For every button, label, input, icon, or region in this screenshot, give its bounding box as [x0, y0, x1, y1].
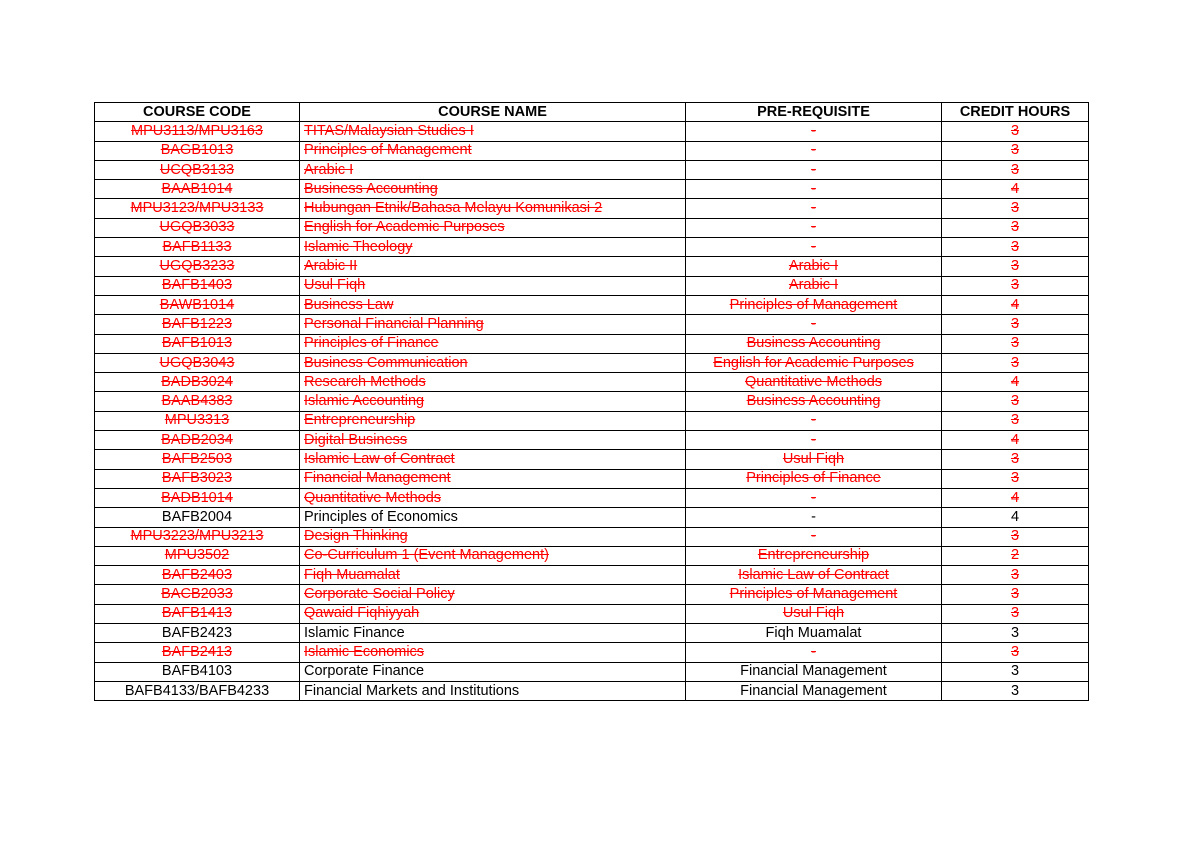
course-code-cell: BAFB1133 [95, 238, 300, 257]
credit-hours-cell: 3 [942, 353, 1089, 372]
credit-hours-cell: 3 [942, 566, 1089, 585]
course-code-cell: BAFB1413 [95, 604, 300, 623]
course-code-cell: BAFB2423 [95, 624, 300, 643]
course-name-cell: Fiqh Muamalat [300, 566, 686, 585]
prerequisite-cell: - [686, 238, 942, 257]
course-name-cell: Quantitative Methods [300, 488, 686, 507]
prerequisite-cell: Usul Fiqh [686, 604, 942, 623]
course-code-cell: BAFB2004 [95, 508, 300, 527]
course-code-cell: UGQB3033 [95, 218, 300, 237]
course-code-cell: BADB2034 [95, 431, 300, 450]
prerequisite-cell: Islamic Law of Contract [686, 566, 942, 585]
credit-hours-cell: 3 [942, 141, 1089, 160]
course-code-cell: MPU3113/MPU3163 [95, 122, 300, 141]
course-code-cell: BAFB2403 [95, 566, 300, 585]
prerequisite-cell: Principles of Management [686, 585, 942, 604]
prerequisite-cell: - [686, 218, 942, 237]
prerequisite-cell: Business Accounting [686, 392, 942, 411]
course-name-cell: Business Accounting [300, 180, 686, 199]
table-row [95, 238, 1089, 257]
prerequisite-cell: - [686, 643, 942, 662]
course-name-cell: Islamic Economics [300, 643, 686, 662]
course-code-cell: BAFB4103 [95, 662, 300, 681]
table-row [95, 643, 1089, 662]
credit-hours-cell: 3 [942, 218, 1089, 237]
course-code-cell: UGQB3233 [95, 257, 300, 276]
prerequisite-cell: Business Accounting [686, 334, 942, 353]
course-code-cell: BAFB1403 [95, 276, 300, 295]
prerequisite-cell: - [686, 411, 942, 430]
course-name-cell: Digital Business [300, 431, 686, 450]
course-code-cell: UCQB3133 [95, 160, 300, 179]
credit-hours-cell: 4 [942, 431, 1089, 450]
course-name-cell: Corporate Social Policy [300, 585, 686, 604]
credit-hours-cell: 3 [942, 199, 1089, 218]
course-code-cell: BAAB1014 [95, 180, 300, 199]
course-name-cell: Qawaid Fiqhiyyah [300, 604, 686, 623]
table-row [95, 373, 1089, 392]
prerequisite-cell: - [686, 160, 942, 179]
course-sheet [94, 102, 1088, 701]
credit-hours-cell: 3 [942, 681, 1089, 700]
course-name-cell: Corporate Finance [300, 662, 686, 681]
course-code-cell: MPU3313 [95, 411, 300, 430]
course-name-cell: Personal Financial Planning [300, 315, 686, 334]
course-name-cell: Hubungan Etnik/Bahasa Melayu Komunikasi 2 [300, 199, 686, 218]
course-code-cell: BAFB2503 [95, 450, 300, 469]
table-row [95, 334, 1089, 353]
course-code-cell: MPU3223/MPU3213 [95, 527, 300, 546]
credit-hours-cell: 3 [942, 392, 1089, 411]
table-row [95, 604, 1089, 623]
prerequisite-cell: - [686, 431, 942, 450]
table-row [95, 276, 1089, 295]
credit-hours-cell: 4 [942, 373, 1089, 392]
table-row [95, 450, 1089, 469]
credit-hours-cell: 3 [942, 411, 1089, 430]
credit-hours-cell: 3 [942, 160, 1089, 179]
prerequisite-cell: Entrepreneurship [686, 546, 942, 565]
credit-hours-cell: 2 [942, 546, 1089, 565]
course-name-cell: Islamic Finance [300, 624, 686, 643]
course-code-cell: BAFB2413 [95, 643, 300, 662]
credit-hours-cell: 3 [942, 276, 1089, 295]
course-name-cell: Principles of Finance [300, 334, 686, 353]
table-row [95, 488, 1089, 507]
course-code-cell: BAFB4133/BAFB4233 [95, 681, 300, 700]
table-row [95, 411, 1089, 430]
course-name-cell: Co-Curriculum 1 (Event Management) [300, 546, 686, 565]
prerequisite-cell: Fiqh Muamalat [686, 624, 942, 643]
course-name-cell: Islamic Theology [300, 238, 686, 257]
prerequisite-cell: Principles of Finance [686, 469, 942, 488]
prerequisite-cell: - [686, 122, 942, 141]
course-code-cell: BADB3024 [95, 373, 300, 392]
course-code-cell: BACB2033 [95, 585, 300, 604]
table-row [95, 566, 1089, 585]
course-name-cell: Design Thinking [300, 527, 686, 546]
table-row [95, 257, 1089, 276]
prerequisite-cell: - [686, 488, 942, 507]
table-row [95, 469, 1089, 488]
credit-hours-cell: 3 [942, 643, 1089, 662]
course-code-cell: MPU3502 [95, 546, 300, 565]
course-name-cell: Principles of Economics [300, 508, 686, 527]
table-row [95, 180, 1089, 199]
credit-hours-cell: 4 [942, 508, 1089, 527]
table-row [95, 122, 1089, 141]
course-code-cell: BAWB1014 [95, 295, 300, 314]
course-rows [95, 122, 1089, 701]
credit-hours-cell: 3 [942, 257, 1089, 276]
course-name-cell: Financial Management [300, 469, 686, 488]
table-row [95, 218, 1089, 237]
prerequisite-cell: - [686, 508, 942, 527]
credit-hours-cell: 3 [942, 662, 1089, 681]
credit-hours-cell: 3 [942, 315, 1089, 334]
prerequisite-cell: - [686, 141, 942, 160]
course-name-cell: Principles of Management [300, 141, 686, 160]
prerequisite-cell: - [686, 315, 942, 334]
course-name-cell: Islamic Accounting [300, 392, 686, 411]
course-code-cell: BAFB3023 [95, 469, 300, 488]
table-row [95, 160, 1089, 179]
course-name-cell: Arabic I [300, 160, 686, 179]
course-name-cell: Business Communication [300, 353, 686, 372]
course-name-cell: Business Law [300, 295, 686, 314]
table-row [95, 353, 1089, 372]
prerequisite-cell: Financial Management [686, 662, 942, 681]
table-row [95, 141, 1089, 160]
header-credit-hours: CREDIT HOURS [942, 103, 1089, 122]
prerequisite-cell: Usul Fiqh [686, 450, 942, 469]
table-row [95, 546, 1089, 565]
course-code-cell: UGQB3043 [95, 353, 300, 372]
course-code-cell: MPU3123/MPU3133 [95, 199, 300, 218]
credit-hours-cell: 3 [942, 122, 1089, 141]
prerequisite-cell: Arabic I [686, 276, 942, 295]
credit-hours-cell: 3 [942, 585, 1089, 604]
credit-hours-cell: 4 [942, 488, 1089, 507]
table-row [95, 527, 1089, 546]
course-table [94, 102, 1089, 701]
course-name-cell: English for Academic Purposes [300, 218, 686, 237]
credit-hours-cell: 3 [942, 334, 1089, 353]
course-code-cell: BAAB4383 [95, 392, 300, 411]
credit-hours-cell: 4 [942, 180, 1089, 199]
prerequisite-cell: Financial Management [686, 681, 942, 700]
credit-hours-cell: 4 [942, 295, 1089, 314]
course-code-cell: BAGB1013 [95, 141, 300, 160]
prerequisite-cell: - [686, 180, 942, 199]
table-row [95, 295, 1089, 314]
course-name-cell: Entrepreneurship [300, 411, 686, 430]
course-name-cell: Islamic Law of Contract [300, 450, 686, 469]
table-row [95, 315, 1089, 334]
header-course-name: COURSE NAME [300, 103, 686, 122]
prerequisite-cell: Principles of Management [686, 295, 942, 314]
course-code-cell: BADB1014 [95, 488, 300, 507]
course-name-cell: Usul Fiqh [300, 276, 686, 295]
table-row [95, 508, 1089, 527]
table-row [95, 431, 1089, 450]
course-code-cell: BAFB1013 [95, 334, 300, 353]
header-row [95, 103, 1089, 122]
table-row [95, 624, 1089, 643]
credit-hours-cell: 3 [942, 527, 1089, 546]
course-name-cell: Arabic II [300, 257, 686, 276]
table-row [95, 392, 1089, 411]
header-course-code: COURSE CODE [95, 103, 300, 122]
course-name-cell: Research Methods [300, 373, 686, 392]
table-row [95, 662, 1089, 681]
table-row [95, 681, 1089, 700]
course-name-cell: TITAS/Malaysian Studies I [300, 122, 686, 141]
table-row [95, 199, 1089, 218]
prerequisite-cell: - [686, 199, 942, 218]
prerequisite-cell: Quantitative Methods [686, 373, 942, 392]
course-code-cell: BAFB1223 [95, 315, 300, 334]
prerequisite-cell: Arabic I [686, 257, 942, 276]
credit-hours-cell: 3 [942, 604, 1089, 623]
header-prerequisite: PRE-REQUISITE [686, 103, 942, 122]
table-row [95, 585, 1089, 604]
credit-hours-cell: 3 [942, 469, 1089, 488]
credit-hours-cell: 3 [942, 450, 1089, 469]
prerequisite-cell: English for Academic Purposes [686, 353, 942, 372]
prerequisite-cell: - [686, 527, 942, 546]
credit-hours-cell: 3 [942, 624, 1089, 643]
course-name-cell: Financial Markets and Institutions [300, 681, 686, 700]
credit-hours-cell: 3 [942, 238, 1089, 257]
